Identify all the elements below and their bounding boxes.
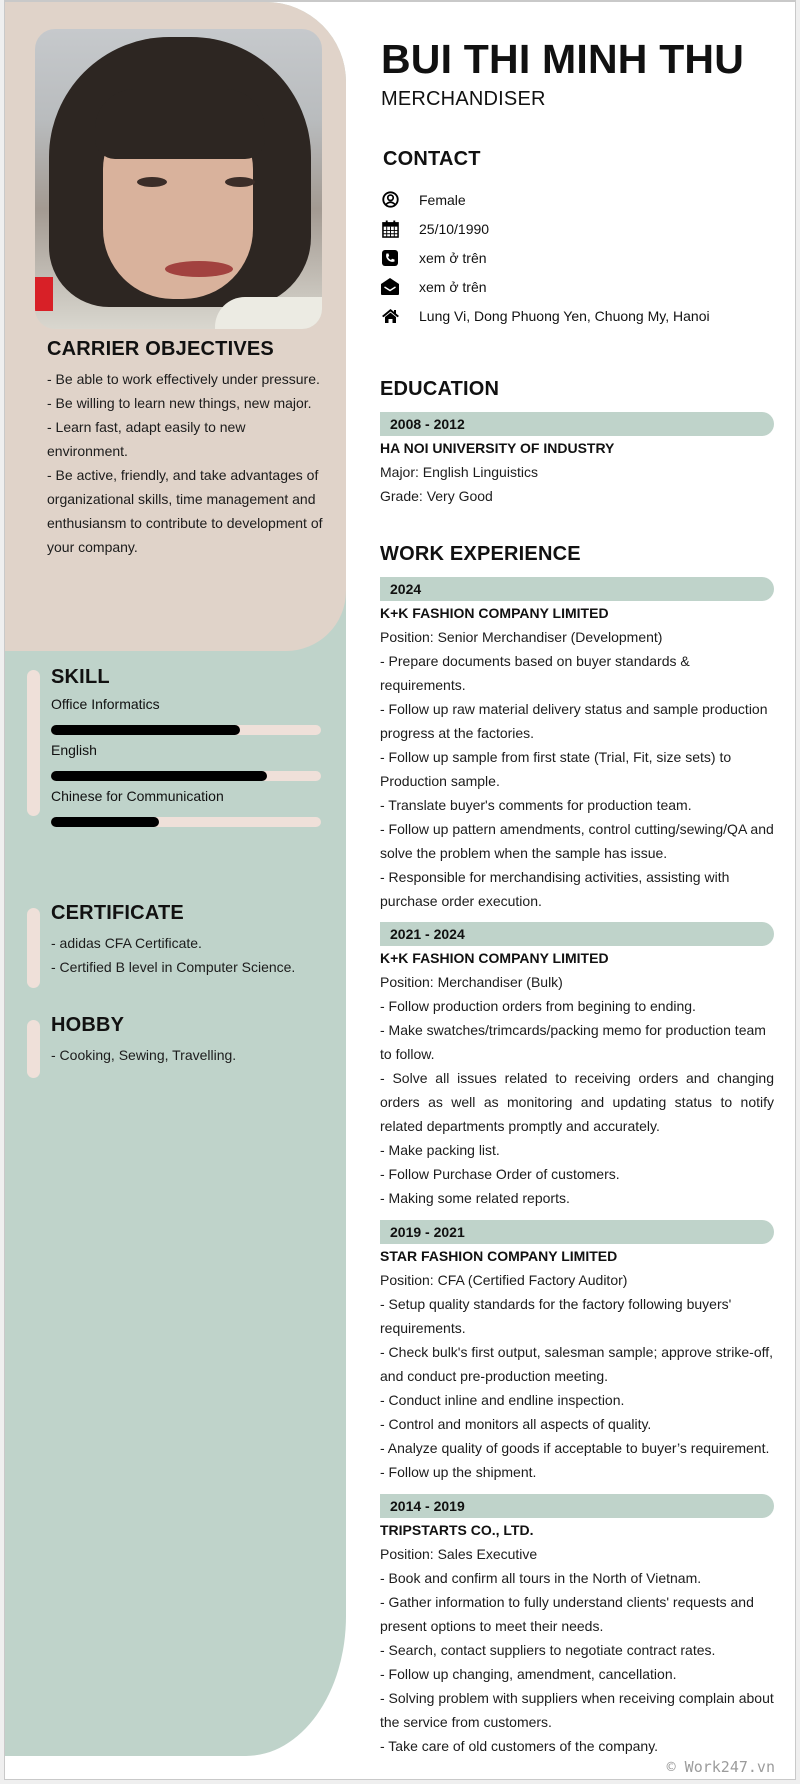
education-grade: Grade: Very Good bbox=[380, 488, 493, 504]
objective-line: - Be able to work effectively under pressure. bbox=[47, 371, 320, 387]
work-period: 2019 - 2021 bbox=[380, 1220, 774, 1244]
work-period: 2021 - 2024 bbox=[380, 922, 774, 946]
skill-bar bbox=[51, 771, 321, 781]
work-duty: - Follow up the shipment. bbox=[380, 1464, 537, 1480]
work-duty: - Follow up changing, amendment, cancellation. bbox=[380, 1666, 677, 1682]
skill-bar bbox=[51, 817, 321, 827]
company-name: TRIPSTARTS CO., LTD. bbox=[380, 1522, 534, 1538]
contact-value: xem ở trên bbox=[419, 249, 487, 266]
contact-birthday bbox=[381, 214, 710, 243]
work-entry bbox=[380, 1220, 774, 1484]
contact-value: Lung Vi, Dong Phuong Yen, Chuong My, Hanoi bbox=[419, 307, 710, 324]
calendar-icon bbox=[381, 220, 399, 238]
objectives-section bbox=[47, 338, 327, 559]
skill-bar-fill bbox=[51, 771, 267, 781]
education-heading: EDUCATION bbox=[380, 378, 500, 400]
contact-gender bbox=[381, 185, 710, 214]
envelope-open-icon bbox=[381, 278, 399, 296]
contact-value: 25/10/1990 bbox=[419, 220, 490, 237]
school-name: HA NOI UNIVERSITY OF INDUSTRY bbox=[380, 440, 615, 456]
skill-name: Chinese for Communication bbox=[51, 788, 224, 804]
skill-section bbox=[51, 666, 321, 831]
work-duty: - Book and confirm all tours in the North of Vietnam. bbox=[380, 1570, 702, 1586]
certificate-heading: CERTIFICATE bbox=[51, 902, 184, 924]
skill-name: Office Informatics bbox=[51, 696, 160, 712]
work-duty: - Take care of old customers of the company. bbox=[380, 1738, 659, 1754]
hobby-section bbox=[51, 1014, 321, 1067]
skill-bar-fill bbox=[51, 817, 159, 827]
candidate-title: MERCHANDISER bbox=[381, 88, 546, 110]
home-icon bbox=[381, 307, 399, 325]
skill-name: English bbox=[51, 742, 97, 758]
phone-icon bbox=[381, 249, 399, 267]
work-duty: - Follow up sample from first state (Trial, Fit, size sets) to Production sample. bbox=[380, 749, 732, 789]
objectives-heading: CARRIER OBJECTIVES bbox=[47, 338, 274, 360]
education-major: Major: English Linguistics bbox=[380, 464, 538, 480]
company-name: K+K FASHION COMPANY LIMITED bbox=[380, 605, 609, 621]
work-period: 2014 - 2019 bbox=[380, 1494, 774, 1518]
hobby-item: - Cooking, Sewing, Travelling. bbox=[51, 1047, 237, 1063]
work-duty: - Setup quality standards for the factory following buyers' requirements. bbox=[380, 1296, 732, 1336]
work-duty: - Translate buyer's comments for production team. bbox=[380, 797, 692, 813]
hobby-accent-bar bbox=[27, 1020, 40, 1078]
work-position: Position: Sales Executive bbox=[380, 1546, 538, 1562]
work-duty: - Responsible for merchandising activities, assisting with purchase order execution. bbox=[380, 869, 730, 909]
objective-line: - Be willing to learn new things, new major. bbox=[47, 395, 312, 411]
contact-heading: CONTACT bbox=[383, 148, 481, 170]
work-duty: - Control and monitors all aspects of quality. bbox=[380, 1416, 652, 1432]
user-circle-icon bbox=[381, 191, 399, 209]
contact-value: Female bbox=[419, 191, 466, 208]
work-duty: - Make packing list. bbox=[380, 1142, 500, 1158]
contact-address bbox=[381, 301, 710, 330]
profile-photo bbox=[35, 29, 322, 329]
work-duty: - Follow production orders from begining to ending. bbox=[380, 998, 696, 1014]
work-duty: - Analyze quality of goods if acceptable to buyer’s requirement. bbox=[380, 1440, 770, 1456]
work-duty: - Making some related reports. bbox=[380, 1190, 570, 1206]
certificate-accent-bar bbox=[27, 908, 40, 988]
certificate-item: - adidas CFA Certificate. bbox=[51, 935, 202, 951]
hobby-heading: HOBBY bbox=[51, 1014, 125, 1036]
education-entry bbox=[380, 412, 774, 508]
contact-phone[interactable] bbox=[381, 243, 710, 272]
work-position: Position: CFA (Certified Factory Auditor) bbox=[380, 1272, 628, 1288]
work-heading: WORK EXPERIENCE bbox=[380, 543, 581, 565]
work-duty: - Make swatches/trimcards/packing memo for production team to follow. bbox=[380, 1022, 766, 1062]
candidate-name: BUI THI MINH THU bbox=[381, 36, 745, 82]
work-position: Position: Senior Merchandiser (Development) bbox=[380, 629, 663, 645]
education-period: 2008 - 2012 bbox=[380, 412, 774, 436]
work-entry bbox=[380, 1494, 774, 1758]
work-duty: - Conduct inline and endline inspection. bbox=[380, 1392, 625, 1408]
contact-email[interactable] bbox=[381, 272, 710, 301]
skill-heading: SKILL bbox=[51, 666, 110, 688]
work-duty: - Follow up pattern amendments, control cutting/sewing/QA and solve the problem when the sample has issue. bbox=[380, 821, 774, 861]
work-duty: - Solving problem with suppliers when receiving complain about the service from customers. bbox=[380, 1690, 774, 1730]
skill-accent-bar bbox=[27, 670, 40, 816]
contact-list bbox=[381, 185, 710, 330]
company-name: K+K FASHION COMPANY LIMITED bbox=[380, 950, 609, 966]
work-entry bbox=[380, 577, 774, 913]
certificate-item: - Certified B level in Computer Science. bbox=[51, 959, 296, 975]
skill-bar bbox=[51, 725, 321, 735]
certificate-section bbox=[51, 902, 321, 979]
work-duty: - Solve all issues related to receiving orders and changing orders as well as monitoring and updating status to notify related departments promptly and accurately. bbox=[380, 1070, 774, 1134]
objective-line: - Learn fast, adapt easily to new environment. bbox=[47, 419, 246, 459]
skill-bar-fill bbox=[51, 725, 240, 735]
work-duty: - Check bulk's first output, salesman sample; approve strike-off, and conduct pre-production meeting. bbox=[380, 1344, 774, 1384]
work-duty: - Follow up raw material delivery status and sample production progress at the factories. bbox=[380, 701, 768, 741]
work-duty: - Follow Purchase Order of customers. bbox=[380, 1166, 620, 1182]
work-period: 2024 bbox=[380, 577, 774, 601]
work-duty: - Search, contact suppliers to negotiate contract rates. bbox=[380, 1642, 716, 1658]
cv-page bbox=[4, 0, 796, 1780]
contact-value: xem ở trên bbox=[419, 278, 487, 295]
work-entry bbox=[380, 922, 774, 1210]
company-name: STAR FASHION COMPANY LIMITED bbox=[380, 1248, 618, 1264]
watermark: © Work247.vn bbox=[666, 1758, 775, 1776]
work-duty: - Gather information to fully understand clients' requests and present options to meet their needs. bbox=[380, 1594, 754, 1634]
work-position: Position: Merchandiser (Bulk) bbox=[380, 974, 563, 990]
objective-line: - Be active, friendly, and take advantages of organizational skills, time management and enthusiansm to contribute to development of your company. bbox=[47, 467, 323, 555]
work-duty: - Prepare documents based on buyer standards & requirements. bbox=[380, 653, 690, 693]
